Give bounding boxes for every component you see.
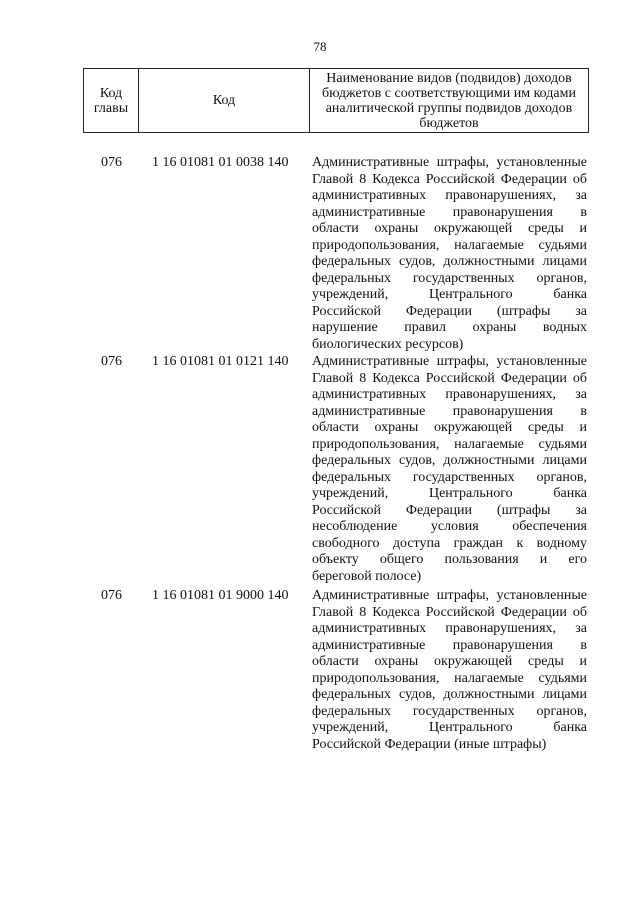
row-name-line: федеральных государственных органов,: [312, 270, 587, 286]
row-name-line: учреждений, Центрального банка: [312, 287, 587, 302]
row-name-line: природопользования, налагаемые судьями: [312, 670, 587, 686]
row-name-line: Административные штрафы, установленные: [312, 155, 587, 170]
row-name-line: природопользования, налагаемые судьями: [312, 237, 587, 253]
row-name-line: нарушение правил охраны водных: [312, 320, 587, 335]
row-name-line: административных правонарушениях, за: [312, 621, 587, 636]
row-name-line: Российской Федерации (штрафы за: [312, 502, 587, 518]
row-name-line: Административные штрафы, установленные: [312, 588, 587, 603]
row-code: 1 16 01081 01 0038 140: [152, 155, 289, 170]
row-chapter-code: 076: [101, 155, 122, 170]
row-name-line: природопользования, налагаемые судьями: [312, 436, 587, 452]
row-name-line: береговой полосе): [312, 568, 422, 584]
row-name-line: федеральных судов, должностными лицами: [312, 687, 587, 702]
header-code: Код: [139, 69, 310, 132]
row-name-line: учреждений, Центрального банка: [312, 720, 587, 735]
row-name-line: биологических ресурсов): [312, 336, 464, 352]
row-name-line: свободного доступа граждан к водному: [312, 535, 587, 551]
row-name-line: административные правонарушения в: [312, 204, 587, 220]
table-header: [83, 68, 589, 133]
row-name-line: административные правонарушения в: [312, 637, 587, 653]
row-name: [312, 588, 587, 753]
row-code: 1 16 01081 01 0121 140: [152, 354, 289, 369]
row-name-line: федеральных государственных органов,: [312, 703, 587, 719]
row-name-line: Российской Федерации (штрафы за: [312, 303, 587, 319]
header-name: Наименование видов (подвидов) доходов бюджетов с соответствующими им кодами аналитической группы подвидов доходов бюджетов: [322, 70, 576, 131]
row-name-line: объекту общего пользования и его: [312, 552, 587, 567]
row-code: 1 16 01081 01 9000 140: [152, 588, 289, 603]
page-number: 78: [313, 39, 327, 54]
row-name-line: Главой 8 Кодекса Российской Федерации об: [312, 370, 587, 386]
row-name-line: учреждений, Центрального банка: [312, 486, 587, 501]
row-name-line: области охраны окружающей среды и: [312, 420, 587, 435]
row-name-line: несоблюдение условия обеспечения: [312, 519, 587, 534]
row-name-line: административных правонарушениях, за: [312, 188, 587, 203]
row-name-line: Российской Федерации (иные штрафы): [312, 736, 547, 752]
header-chapter-code: Код главы: [84, 69, 139, 132]
row-name-line: Главой 8 Кодекса Российской Федерации об: [312, 604, 587, 620]
row-name-line: Административные штрафы, установленные: [312, 354, 587, 369]
row-name-line: области охраны окружающей среды и: [312, 654, 587, 669]
row-chapter-code: 076: [101, 588, 122, 603]
row-name: [312, 354, 587, 585]
row-name-line: административные правонарушения в: [312, 403, 587, 419]
row-name-line: области охраны окружающей среды и: [312, 221, 587, 236]
row-name-line: федеральных судов, должностными лицами: [312, 453, 587, 468]
row-name-line: административных правонарушениях, за: [312, 387, 587, 402]
row-name: [312, 155, 587, 353]
row-name-line: федеральных государственных органов,: [312, 469, 587, 485]
row-name-line: Главой 8 Кодекса Российской Федерации об: [312, 171, 587, 187]
row-chapter-code: 076: [101, 354, 122, 369]
row-name-line: федеральных судов, должностными лицами: [312, 254, 587, 269]
